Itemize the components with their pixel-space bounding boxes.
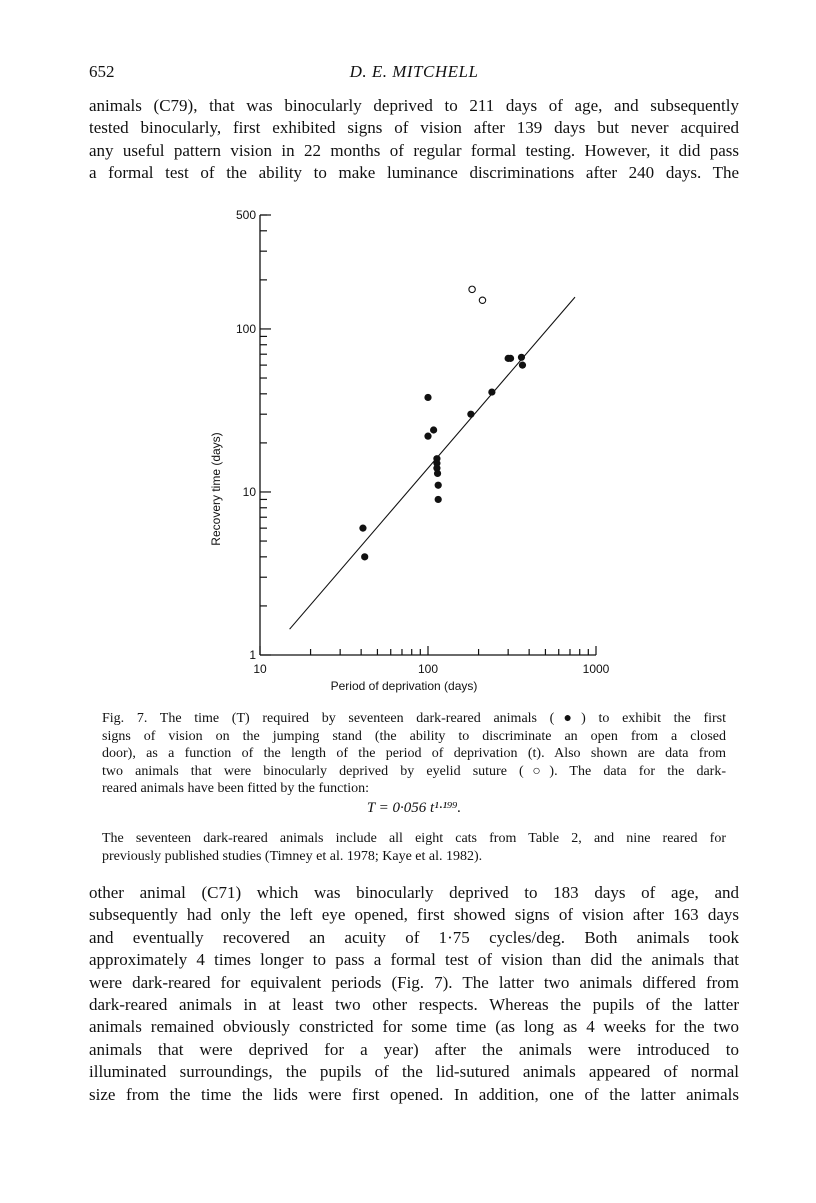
axes [236,208,610,676]
caption-line: signs of vision on the jumping stand (the ability to discriminate an open from a closed [102,728,726,744]
text-line: approximately 4 times longer to pass a formal test of vision than did the animals that [89,950,739,970]
lid-sutured-point [479,297,485,303]
y-tick-label: 10 [242,484,256,499]
figure-caption-note [102,830,726,865]
dark-reared-point [424,394,431,401]
page-header [89,62,739,86]
dark-reared-point [518,354,525,361]
fit-line [290,297,575,629]
text-line: dark-reared animals in at least two other respects. Whereas the pupils of the latter [89,995,739,1015]
text-line: subsequently had only the left eye opened, first showed signs of vision after 163 days [89,905,739,925]
dark-reared-point [467,411,474,418]
caption-line: Fig. 7. The time (T) required by seventeen dark-reared animals (●) to exhibit the first [102,711,726,726]
body-paragraph-top [89,95,739,185]
dark-reared-point [361,553,368,560]
text-line: any useful pattern vision in 22 months of regular formal testing. However, it did pass [89,140,739,160]
text-line: animals remained obviously constricted for some time (as long as 4 weeks for the two [89,1017,739,1037]
text-line: a formal test of the ability to make luminance discriminations after 240 days. The [89,163,739,183]
figure-caption [102,710,726,798]
dark-reared-point [488,388,495,395]
caption-line: previously published studies (Timney et al. 1978; Kaye et al. 1982). [102,848,483,864]
dark-reared-point [507,355,514,362]
running-head: D. E. MITCHELL [349,62,479,81]
text-line: other animal (C71) which was binocularly deprived to 183 days of age, and [89,883,739,902]
scatter-chart [190,200,630,700]
text-line: animals (C79), that was binocularly deprived to 211 days of age, and subsequently [89,96,739,115]
x-axis-title: Period of deprivation (days) [330,679,478,693]
text-line: animals that were deprived for a year) after the animals were introduced to [89,1039,739,1059]
y-tick-label: 1 [249,648,256,662]
y-tick-label: 100 [235,321,256,336]
caption-line: reared animals have been fitted by the function: [102,781,370,796]
figure-7 [190,200,630,700]
fit-line-group [290,297,575,629]
dark-reared-point [430,426,437,433]
x-tick-label: 10 [253,662,267,676]
dark-reared-point [435,496,442,503]
dark-reared-point [435,482,442,489]
text-line: tested binocularly, first exhibited signs of vision after 139 days but never acquired [89,118,739,138]
dark-reared-point [519,362,526,369]
caption-line: door), as a function of the length of the period of deprivation (t). Also shown are data from [102,746,726,761]
page-number: 652 [89,62,115,81]
dark-reared-point [359,525,366,532]
text-line: were dark-reared for equivalent periods (Fig. 7). The latter two animals differed from [89,972,739,992]
dark-reared-point [424,433,431,440]
y-axis-title: Recovery time (days) [209,432,223,546]
text-line: and eventually recovered an acuity of 1·75 cycles/deg. Both animals took [89,927,739,947]
dark-reared-point [434,470,441,477]
x-tick-label: 100 [417,662,439,676]
caption-line: two animals that were binocularly deprived by eyelid suture (○). The data for the dark- [102,763,726,779]
body-paragraph-bottom [89,882,739,1106]
text-line: size from the time the lids were first opened. In addition, one of the latter animals [89,1084,739,1104]
fit-formula: T = 0·056 t¹·¹⁹⁹. [366,800,462,816]
x-tick-label: 1000 [582,662,610,676]
caption-line: The seventeen dark-reared animals include all eight cats from Table 2, and nine reared for [102,831,726,846]
y-tick-label: 500 [235,208,256,222]
lid-sutured-point [469,286,475,292]
text-line: illuminated surroundings, the pupils of the lid-sutured animals appeared of normal [89,1062,739,1082]
